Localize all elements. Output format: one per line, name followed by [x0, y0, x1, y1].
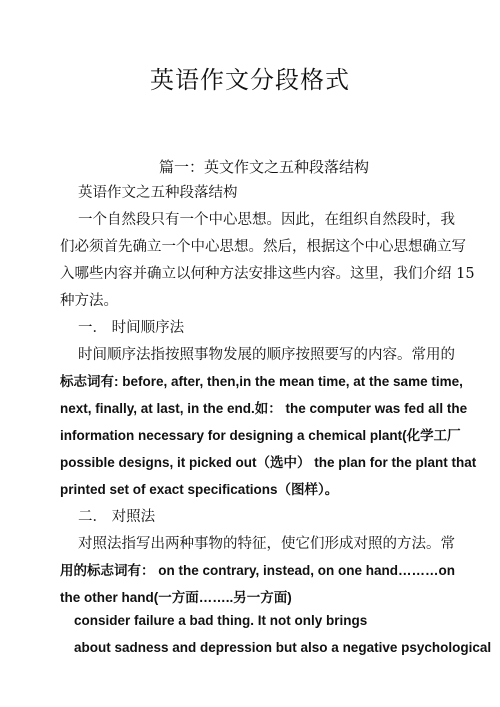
paragraph-line: 种方法。 [60, 293, 118, 309]
paragraph-line: possible designs, it picked out（选中） the plan for the plant that [60, 455, 477, 470]
paragraph-line: 对照法指写出两种事物的特征，使它们形成对照的方法。常 [78, 536, 455, 552]
paragraph-line: 入哪些内容并确立以何种方法安排这些内容。这里，我们介绍 15 [60, 266, 475, 282]
paragraph-line: the other hand(一方面……..另一方面) [60, 590, 292, 605]
paragraph-line: 一个自然段只有一个中心思想。因此，在组织自然段时，我 [78, 212, 455, 228]
document-title: 英语作文分段格式 [150, 66, 350, 94]
section-heading: 篇一：英文作文之五种段落结构 [158, 158, 369, 176]
paragraph-line: 标志词有: before, after, then,in the mean time, at the same time, [60, 374, 463, 389]
list-heading: 一． 时间顺序法 [78, 320, 185, 336]
list-heading: 二． 对照法 [78, 509, 156, 525]
paragraph-line: printed set of exact specifications（图样）。 [60, 482, 339, 497]
paragraph-line: 英语作文之五种段落结构 [78, 185, 238, 201]
paragraph-line: 用的标志词有： on the contrary, instead, on one hand………on [60, 563, 456, 578]
paragraph-line: 时间顺序法指按照事物发展的顺序按照要写的内容。常用的 [78, 347, 455, 363]
paragraph-line: 们必须首先确立一个中心思想。然后，根据这个中心思想确立写 [60, 239, 466, 255]
paragraph-line: about sadness and depression but also a negative psychological [74, 640, 492, 655]
paragraph-line: information necessary for designing a chemical plant(化学工厂 [60, 428, 461, 443]
paragraph-line: next, finally, at last, in the end.如： the computer was fed all the [60, 401, 468, 416]
paragraph-line: consider failure a bad thing. It not only brings [74, 613, 368, 628]
